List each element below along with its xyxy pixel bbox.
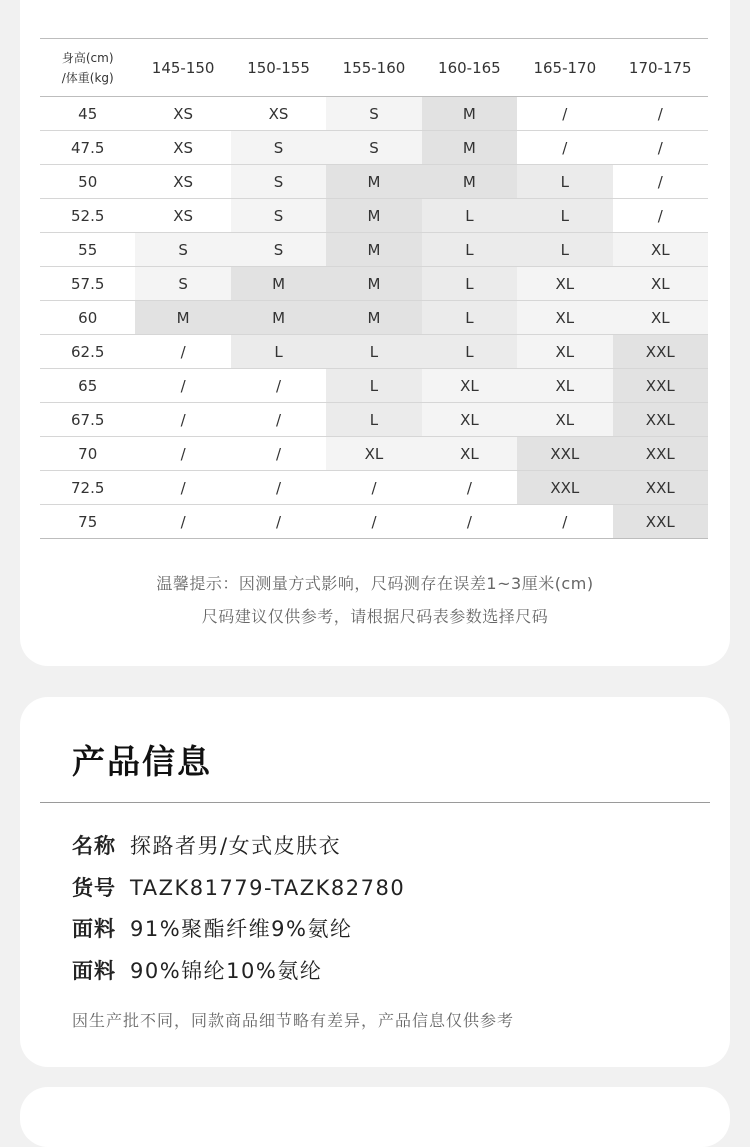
info-value: 91%聚酯纤维9%氨纶 [130,917,353,941]
weight-cell: 70 [40,437,135,471]
size-cell: S [326,131,421,165]
size-chart-row [40,165,708,199]
size-cell: XL [422,437,517,471]
size-cell: L [422,267,517,301]
size-chart-row [40,233,708,267]
size-cell: XL [517,301,612,335]
size-cell: XS [135,97,230,131]
weight-cell: 62.5 [40,335,135,369]
size-cell: / [231,369,326,403]
size-cell: / [517,131,612,165]
height-label: 身高(cm) [61,50,114,65]
size-advice: 尺码建议仅供参考，请根据尺码表参数选择尺码 [201,607,549,626]
size-cell: M [326,199,421,233]
size-cell: L [422,335,517,369]
weight-cell: 45 [40,97,135,131]
size-cell: XL [613,301,708,335]
size-cell: XL [517,369,612,403]
size-cell: XL [326,437,421,471]
size-cell: XL [613,267,708,301]
weight-cell: 52.5 [40,199,135,233]
size-chart-row [40,97,708,131]
size-cell: XL [517,403,612,437]
size-chart-row [40,437,708,471]
info-row-fabric [72,913,353,943]
height-column-header: 165-170 [517,39,612,97]
size-chart-row [40,505,708,539]
measurement-tip: 温馨提示：因测量方式影响，尺码测存在误差1~3厘米(cm) [156,574,594,593]
size-cell: / [135,471,230,505]
size-cell: M [422,97,517,131]
info-key: 面料 [72,959,116,983]
size-chart-row [40,199,708,233]
size-cell: / [517,505,612,539]
size-cell: / [613,97,708,131]
section-divider [40,802,710,803]
size-cell: XXL [517,471,612,505]
size-cell: / [613,131,708,165]
size-cell: M [135,301,230,335]
weight-cell: 60 [40,301,135,335]
size-cell: XL [422,403,517,437]
size-cell: L [517,165,612,199]
size-cell: L [326,369,421,403]
size-chart-table [40,38,708,539]
size-cell: / [231,437,326,471]
weight-cell: 55 [40,233,135,267]
size-cell: M [326,165,421,199]
size-cell: M [326,233,421,267]
size-cell: S [231,199,326,233]
product-info-title: 产品信息 [72,742,212,781]
size-cell: XS [135,131,230,165]
height-column-header: 150-155 [231,39,326,97]
size-chart-row [40,301,708,335]
height-column-header: 160-165 [422,39,517,97]
height-column-header: 145-150 [135,39,230,97]
info-key: 货号 [72,876,116,900]
size-cell: / [422,471,517,505]
info-value: TAZK81779-TAZK82780 [130,876,406,900]
weight-cell: 72.5 [40,471,135,505]
size-cell: S [231,165,326,199]
size-cell: XS [135,199,230,233]
size-cell: XL [517,267,612,301]
size-cell: / [613,165,708,199]
size-cell: / [231,403,326,437]
info-row-fabric [72,955,322,985]
size-cell: XXL [517,437,612,471]
size-cell: S [326,97,421,131]
size-cell: L [326,335,421,369]
size-chart-row [40,471,708,505]
size-cell: / [613,199,708,233]
size-cell: XXL [613,437,708,471]
size-cell: L [422,233,517,267]
weight-cell: 65 [40,369,135,403]
info-key: 面料 [72,917,116,941]
size-cell: L [231,335,326,369]
size-cell: S [231,131,326,165]
size-cell: S [135,267,230,301]
size-cell: / [326,471,421,505]
size-cell: XL [517,335,612,369]
size-cell: / [135,403,230,437]
weight-cell: 75 [40,505,135,539]
weight-label: /体重(kg) [61,70,114,85]
info-row-sku [72,872,405,902]
size-cell: / [422,505,517,539]
info-value: 探路者男/女式皮肤衣 [130,834,342,858]
size-cell: / [326,505,421,539]
size-cell: M [326,267,421,301]
size-cell: XS [231,97,326,131]
size-cell: S [231,233,326,267]
corner-header [40,39,135,97]
size-cell: M [231,267,326,301]
size-cell: L [422,301,517,335]
size-cell: / [135,437,230,471]
weight-cell: 47.5 [40,131,135,165]
size-cell: M [231,301,326,335]
weight-cell: 50 [40,165,135,199]
size-cell: XXL [613,403,708,437]
info-row-name [72,830,341,860]
size-cell: XL [613,233,708,267]
size-cell: / [135,369,230,403]
weight-cell: 57.5 [40,267,135,301]
size-cell: XXL [613,505,708,539]
product-disclaimer: 因生产批不同，同款商品细节略有差异，产品信息仅供参考 [72,1011,515,1030]
size-cell: / [231,505,326,539]
size-chart-header-row [40,39,708,97]
size-cell: L [326,403,421,437]
height-column-header: 170-175 [613,39,708,97]
size-cell: XXL [613,335,708,369]
size-cell: XS [135,165,230,199]
size-cell: M [422,131,517,165]
info-value: 90%锦纶10%氨纶 [130,959,323,983]
size-cell: L [422,199,517,233]
next-card [20,1087,730,1147]
size-chart-row [40,403,708,437]
size-cell: M [422,165,517,199]
size-cell: L [517,233,612,267]
size-cell: XXL [613,471,708,505]
size-chart-row [40,267,708,301]
size-cell: / [231,471,326,505]
size-cell: / [517,97,612,131]
size-cell: XXL [613,369,708,403]
size-cell: S [135,233,230,267]
info-key: 名称 [72,834,116,858]
weight-cell: 67.5 [40,403,135,437]
size-chart-body [40,97,708,539]
size-chart-row [40,369,708,403]
size-chart-row [40,131,708,165]
size-cell: M [326,301,421,335]
size-chart-row [40,335,708,369]
size-cell: L [517,199,612,233]
size-cell: / [135,335,230,369]
height-column-header: 155-160 [326,39,421,97]
size-cell: XL [422,369,517,403]
size-cell: / [135,505,230,539]
